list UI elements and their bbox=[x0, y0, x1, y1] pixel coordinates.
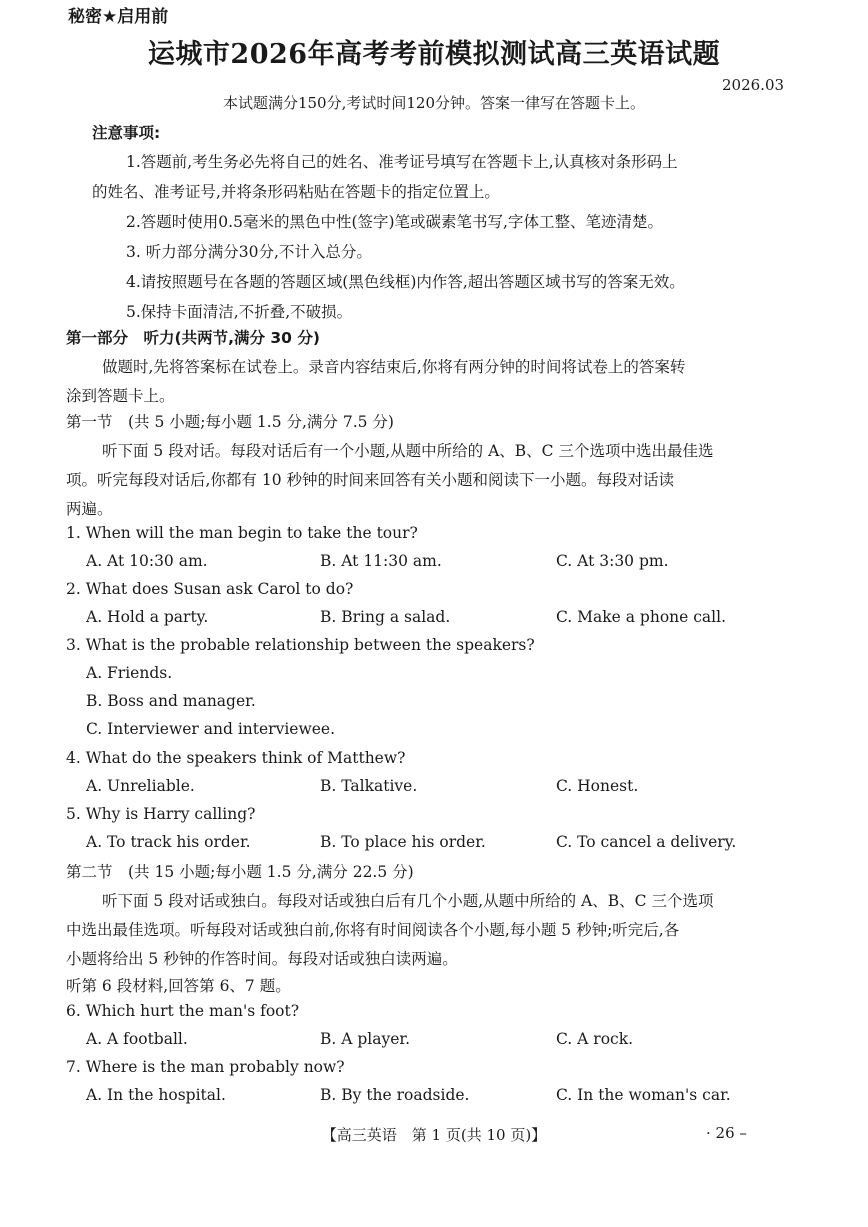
question-5-option-a: A. To track his order. bbox=[86, 833, 251, 851]
question-7-option-a: A. In the hospital. bbox=[86, 1086, 226, 1104]
question-2-stem: 2. What does Susan ask Carol to do? bbox=[66, 580, 354, 598]
question-4-option-a: A. Unreliable. bbox=[86, 777, 195, 795]
question-7-option-c: C. In the woman's car. bbox=[556, 1086, 731, 1104]
part1-intro-line-2: 涂到答题卡上。 bbox=[66, 387, 175, 405]
notice-item-3: 3. 听力部分满分30分,不计入总分。 bbox=[126, 243, 372, 261]
question-3-stem: 3. What is the probable relationship between the speakers? bbox=[66, 636, 535, 654]
page-footer: 【高三英语 第 1 页(共 10 页)】 bbox=[321, 1126, 547, 1144]
notice-item-1-line-2: 的姓名、准考证号,并将条形码粘贴在答题卡的指定位置上。 bbox=[92, 183, 500, 201]
question-1-option-a: A. At 10:30 am. bbox=[86, 552, 208, 570]
question-5-option-b: B. To place his order. bbox=[320, 833, 486, 851]
question-1-option-c: C. At 3:30 pm. bbox=[556, 552, 669, 570]
question-2-option-b: B. Bring a salad. bbox=[320, 608, 451, 626]
section2-heading: 第二节 (共 15 小题;每小题 1.5 分,满分 22.5 分) bbox=[66, 863, 414, 881]
question-3-option-b: B. Boss and manager. bbox=[86, 692, 256, 710]
question-5-option-c: C. To cancel a delivery. bbox=[556, 833, 737, 851]
question-2-option-c: C. Make a phone call. bbox=[556, 608, 727, 626]
question-2-option-a: A. Hold a party. bbox=[86, 608, 209, 626]
question-4-option-c: C. Honest. bbox=[556, 777, 639, 795]
material-6-instruction: 听第 6 段材料,回答第 6、7 题。 bbox=[66, 977, 291, 995]
notice-item-5: 5.保持卡面清洁,不折叠,不破损。 bbox=[126, 303, 353, 321]
section2-line-2: 中选出最佳选项。听每段对话或独白前,你将有时间阅读各个小题,每小题 5 秒钟;听完后,各 bbox=[66, 921, 680, 939]
question-6-stem: 6. Which hurt the man's foot? bbox=[66, 1002, 300, 1020]
question-1-option-b: B. At 11:30 am. bbox=[320, 552, 442, 570]
page-code: · 26 – bbox=[706, 1124, 747, 1142]
question-6-option-a: A. A football. bbox=[86, 1030, 188, 1048]
notice-item-4: 4.请按照题号在各题的答题区域(黑色线框)内作答,超出答题区域书写的答案无效。 bbox=[126, 273, 685, 291]
question-7-option-b: B. By the roadside. bbox=[320, 1086, 470, 1104]
question-7-stem: 7. Where is the man probably now? bbox=[66, 1058, 345, 1076]
notice-item-2: 2.答题时使用0.5毫米的黑色中性(签字)笔或碳素笔书写,字体工整、笔迹清楚。 bbox=[126, 213, 663, 231]
question-6-option-b: B. A player. bbox=[320, 1030, 411, 1048]
question-6-option-c: C. A rock. bbox=[556, 1030, 634, 1048]
question-3-option-a: A. Friends. bbox=[86, 664, 173, 682]
question-4-stem: 4. What do the speakers think of Matthew? bbox=[66, 749, 406, 767]
exam-title: 运城市2026年高考考前模拟测试高三英语试题 bbox=[147, 39, 721, 70]
section2-line-1: 听下面 5 段对话或独白。每段对话或独白后有几个小题,从题中所给的 A、B、C 三个选项 bbox=[102, 892, 714, 910]
exam-date: 2026.03 bbox=[722, 76, 785, 94]
part1-heading: 第一部分 听力(共两节,满分 30 分) bbox=[66, 329, 320, 347]
section1-line-2: 项。听完每段对话后,你都有 10 秒钟的时间来回答有关小题和阅读下一小题。每段对话读 bbox=[66, 471, 675, 489]
section1-heading: 第一节 (共 5 小题;每小题 1.5 分,满分 7.5 分) bbox=[66, 413, 394, 431]
part1-intro-line-1: 做题时,先将答案标在试卷上。录音内容结束后,你将有两分钟的时间将试卷上的答案转 bbox=[102, 358, 686, 376]
section2-line-3: 小题将给出 5 秒钟的作答时间。每段对话或独白读两遍。 bbox=[66, 950, 458, 968]
question-1-stem: 1. When will the man begin to take the tour? bbox=[66, 524, 418, 542]
exam-intro: 本试题满分150分,考试时间120分钟。答案一律写在答题卡上。 bbox=[222, 94, 646, 112]
confidential-mark: 秘密★启用前 bbox=[68, 7, 169, 27]
question-4-option-b: B. Talkative. bbox=[320, 777, 418, 795]
section1-line-3: 两遍。 bbox=[66, 500, 113, 518]
notice-heading: 注意事项: bbox=[92, 124, 161, 142]
question-3-option-c: C. Interviewer and interviewee. bbox=[86, 720, 335, 738]
notice-item-1-line-1: 1.答题前,考生务必先将自己的姓名、准考证号填写在答题卡上,认真核对条形码上 bbox=[126, 153, 678, 171]
section1-line-1: 听下面 5 段对话。每段对话后有一个小题,从题中所给的 A、B、C 三个选项中选出最佳选 bbox=[102, 442, 714, 460]
question-5-stem: 5. Why is Harry calling? bbox=[66, 805, 256, 823]
